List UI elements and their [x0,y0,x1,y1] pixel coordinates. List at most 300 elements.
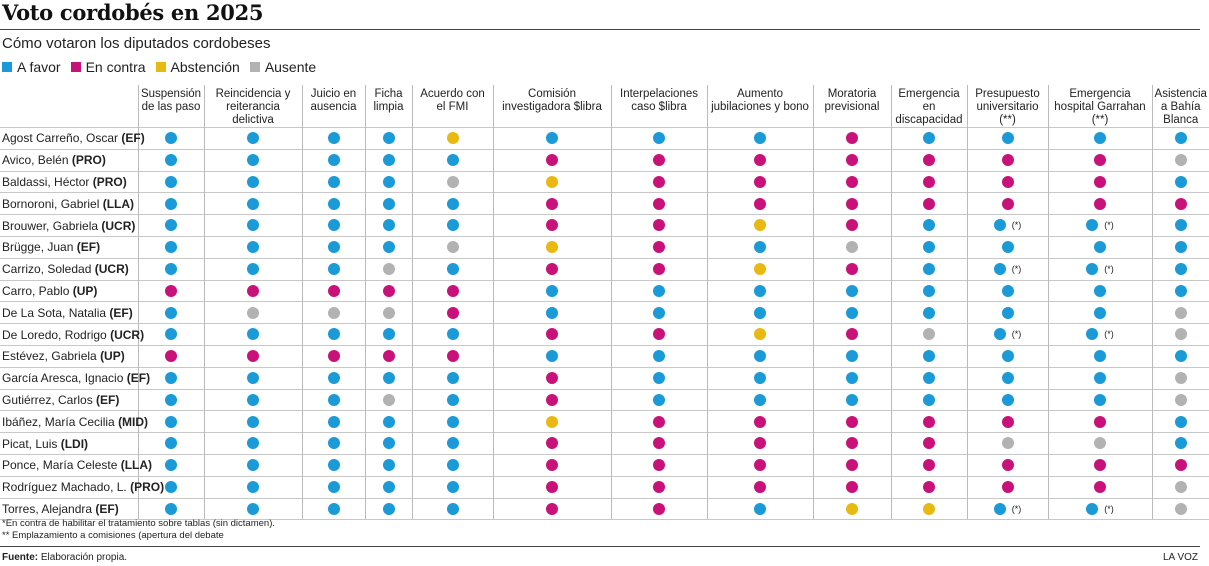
vote-dot [165,263,177,275]
vote-dot [247,307,259,319]
vote-cell [365,324,412,346]
vote-cell [1152,128,1209,150]
vote-dot [846,350,858,362]
party-label: (EF) [121,131,145,146]
vote-dot [846,263,858,275]
vote-dot [447,241,459,253]
vote-cell [1048,324,1152,346]
column-header: Interpelaciones caso $libra [611,85,707,128]
vote-cell [365,193,412,215]
vote-cell [707,302,813,324]
deputy-name: Gutiérrez, Carlos [2,392,93,407]
vote-dot [383,307,395,319]
vote-cell [412,193,493,215]
vote-dot [1175,307,1187,319]
vote-cell [1048,476,1152,498]
vote-dot [247,350,259,362]
vote-dot [1175,176,1187,188]
footnote-1: *En contra de habilitar el tratamiento sobre tablas (sin dictamen). [2,518,275,529]
vote-dot [1094,372,1106,384]
vote-cell [1048,345,1152,367]
vote-dot [1094,481,1106,493]
vote-cell [891,171,967,193]
vote-cell [493,367,611,389]
vote-cell [138,498,204,520]
vote-dot [653,154,665,166]
deputy-name: Ibáñez, María Cecilia [2,414,115,429]
vote-cell [493,433,611,455]
vote-dot [754,307,766,319]
column-header: Ficha limpia [365,85,412,128]
vote-note: (*) [1104,220,1114,231]
deputy-name: García Aresca, Ignacio [2,371,124,386]
vote-dot [994,328,1006,340]
vote-cell [967,389,1048,411]
vote-cell [967,498,1048,520]
vote-dot [165,176,177,188]
vote-cell [1048,302,1152,324]
vote-dot [546,503,558,515]
vote-cell [1048,454,1152,476]
vote-dot [546,219,558,231]
vote-dot [447,328,459,340]
vote-dot [383,503,395,515]
vote-cell [204,236,302,258]
vote-dot [165,328,177,340]
vote-table [0,85,1209,520]
column-header: Juicio en ausencia [302,85,365,128]
vote-dot [165,503,177,515]
deputy-name: Carrizo, Soledad [2,262,92,277]
vote-cell [891,280,967,302]
vote-cell [302,433,365,455]
vote-dot [1175,263,1187,275]
vote-note: (*) [1011,220,1022,231]
vote-dot [247,263,259,275]
vote-cell [813,280,891,302]
vote-dot [994,503,1006,515]
vote-dot [1086,263,1098,275]
vote-cell [891,454,967,476]
table-row [0,128,1209,150]
vote-cell [302,236,365,258]
vote-cell [1152,171,1209,193]
deputy-name: Torres, Alejandra [2,501,93,516]
vote-dot [1094,437,1106,449]
vote-cell [1152,302,1209,324]
table-row [0,324,1209,346]
vote-dot [328,241,340,253]
vote-cell [365,171,412,193]
vote-dot [546,176,558,188]
vote-dot [754,328,766,340]
vote-cell [891,367,967,389]
vote-cell [813,258,891,280]
vote-cell [707,128,813,150]
vote-cell [302,193,365,215]
vote-dot [923,416,935,428]
column-header: Comisión investigadora $libra [493,85,611,128]
vote-dot [1002,285,1014,297]
vote-cell [707,324,813,346]
vote-dot [754,350,766,362]
vote-dot [1094,416,1106,428]
vote-dot [923,285,935,297]
vote-cell [1152,476,1209,498]
deputy-name: Estévez, Gabriela [2,349,97,364]
vote-cell [493,345,611,367]
legend-label: En contra [85,59,146,75]
vote-cell [493,389,611,411]
legend-item [71,59,146,75]
vote-dot [754,219,766,231]
vote-dot [247,459,259,471]
vote-dot [328,176,340,188]
vote-cell [138,193,204,215]
vote-cell [967,215,1048,237]
vote-dot [754,263,766,275]
vote-cell [493,171,611,193]
vote-cell [611,324,707,346]
table-row [0,389,1209,411]
vote-dot [546,154,558,166]
vote-dot [1094,459,1106,471]
vote-note: (*) [1104,503,1114,514]
vote-cell [493,149,611,171]
vote-dot [754,285,766,297]
vote-cell [302,258,365,280]
vote-cell [1152,149,1209,171]
vote-dot [328,285,340,297]
vote-cell [204,498,302,520]
chart-subtitle: Cómo votaron los diputados cordobeses [2,35,271,52]
vote-dot [328,503,340,515]
vote-dot [383,459,395,471]
vote-dot [1086,219,1098,231]
party-label: (UCR) [101,218,136,233]
column-header: Reincidencia y reiterancia delictiva [204,85,302,128]
vote-cell [365,149,412,171]
vote-dot [923,176,935,188]
vote-cell [1152,454,1209,476]
vote-cell [1152,215,1209,237]
deputy-name-cell [0,302,138,324]
party-label: (MID) [118,414,149,429]
vote-dot [383,328,395,340]
vote-cell [412,171,493,193]
vote-cell [611,193,707,215]
vote-cell [1048,280,1152,302]
vote-cell [138,433,204,455]
vote-dot [923,394,935,406]
deputy-name-cell [0,476,165,498]
vote-cell [365,258,412,280]
brand-label: LA VOZ [1162,552,1198,563]
source-text: Elaboración propia. [40,552,128,563]
vote-dot [1175,198,1187,210]
party-label: (LDI) [60,436,89,451]
vote-dot [165,285,177,297]
vote-cell [813,498,891,520]
vote-dot [653,437,665,449]
vote-dot [546,437,558,449]
vote-cell [365,411,412,433]
vote-dot [1094,198,1106,210]
vote-cell [891,236,967,258]
party-label: (UP) [100,349,125,364]
vote-cell [1048,236,1152,258]
column-header: Presupuesto universitario (**) [967,85,1048,128]
vote-cell [204,302,302,324]
vote-cell [365,236,412,258]
vote-dot [846,219,858,231]
vote-cell [138,215,204,237]
vote-cell [611,476,707,498]
vote-dot [165,481,177,493]
vote-note: (*) [1011,263,1022,274]
vote-cell [1152,433,1209,455]
vote-cell [204,128,302,150]
vote-dot [447,459,459,471]
vote-dot [328,459,340,471]
chart-title: Voto cordobés en 2025 [2,0,264,25]
vote-dot [247,132,259,144]
party-label: (PRO) [92,174,127,189]
vote-cell [707,236,813,258]
vote-dot [247,285,259,297]
vote-cell [813,476,891,498]
vote-cell [891,324,967,346]
vote-dot [383,372,395,384]
vote-cell [813,302,891,324]
table-row [0,258,1209,280]
vote-dot [328,263,340,275]
vote-cell [813,193,891,215]
legend-swatch [250,62,260,72]
vote-cell [891,149,967,171]
vote-dot [247,154,259,166]
vote-cell [707,433,813,455]
vote-cell [138,171,204,193]
vote-cell [138,411,204,433]
vote-dot [1002,176,1014,188]
vote-cell [412,367,493,389]
vote-dot [383,176,395,188]
deputy-name: Brügge, Juan [2,240,74,255]
vote-dot [447,503,459,515]
vote-dot [754,176,766,188]
vote-dot [994,219,1006,231]
vote-dot [1094,285,1106,297]
legend-item [2,59,61,75]
footnote-2: ** Emplazamiento a comisiones (apertura del debate [2,530,224,541]
vote-cell [302,498,365,520]
table-row [0,280,1209,302]
vote-dot [247,481,259,493]
vote-dot [165,307,177,319]
party-label: (EF) [95,501,119,516]
vote-cell [493,193,611,215]
party-label: (EF) [109,305,133,320]
vote-dot [653,198,665,210]
vote-dot [923,241,935,253]
vote-dot [1175,350,1187,362]
vote-dot [1175,154,1187,166]
vote-dot [247,241,259,253]
vote-dot [383,350,395,362]
deputy-name-cell [0,389,138,411]
vote-dot [1175,328,1187,340]
vote-dot [383,416,395,428]
vote-dot [546,241,558,253]
vote-cell [412,236,493,258]
vote-cell [204,454,302,476]
vote-dot [247,437,259,449]
deputy-name-cell [0,280,138,302]
vote-cell [204,215,302,237]
vote-dot [1175,285,1187,297]
vote-cell [412,280,493,302]
vote-cell [138,476,204,498]
vote-cell [365,367,412,389]
vote-dot [653,372,665,384]
vote-dot [383,219,395,231]
vote-cell [611,280,707,302]
table-row [0,236,1209,258]
vote-dot [328,394,340,406]
vote-dot [383,263,395,275]
vote-cell [412,149,493,171]
vote-cell [302,171,365,193]
vote-cell [813,324,891,346]
vote-cell [302,149,365,171]
vote-cell [204,411,302,433]
vote-note: (*) [1011,329,1022,340]
vote-dot [923,459,935,471]
vote-cell [813,367,891,389]
vote-dot [754,154,766,166]
vote-dot [923,350,935,362]
vote-dot [653,459,665,471]
vote-cell [967,149,1048,171]
vote-cell [365,302,412,324]
vote-cell [707,454,813,476]
vote-cell [967,411,1048,433]
vote-dot [923,503,935,515]
vote-dot [846,176,858,188]
deputy-name: Baldassi, Héctor [2,174,90,189]
vote-dot [328,328,340,340]
vote-dot [1002,350,1014,362]
deputy-name: Bornoroni, Gabriel [2,196,100,211]
vote-dot [546,372,558,384]
vote-dot [653,307,665,319]
vote-cell [493,454,611,476]
vote-dot [165,416,177,428]
vote-dot [653,328,665,340]
vote-cell [1152,324,1209,346]
column-header: Acuerdo con el FMI [412,85,493,128]
deputy-name: De Loredo, Rodrigo [2,327,107,342]
vote-dot [923,219,935,231]
vote-dot [1002,416,1014,428]
vote-dot [846,372,858,384]
vote-dot [653,219,665,231]
party-label: (UP) [72,283,98,298]
column-header: Emergencia hospital Garrahan (**) [1048,85,1152,128]
legend-swatch [2,62,12,72]
vote-dot [328,437,340,449]
vote-dot [1175,503,1187,515]
vote-note: (*) [1104,329,1114,340]
party-label: (PRO) [130,480,165,495]
vote-dot [923,132,935,144]
vote-cell [813,128,891,150]
vote-cell [138,236,204,258]
vote-cell [412,411,493,433]
vote-dot [383,481,395,493]
vote-cell [967,258,1048,280]
vote-dot [846,132,858,144]
deputy-name: De La Sota, Natalia [2,305,107,320]
vote-dot [383,394,395,406]
vote-cell [493,128,611,150]
party-label: (UCR) [110,327,145,342]
vote-dot [754,459,766,471]
vote-dot [846,416,858,428]
vote-cell [493,476,611,498]
vote-dot [546,394,558,406]
vote-cell [611,258,707,280]
vote-dot [653,481,665,493]
vote-cell [1048,193,1152,215]
vote-dot [247,416,259,428]
vote-dot [447,481,459,493]
vote-dot [1002,372,1014,384]
vote-cell [1048,128,1152,150]
vote-dot [546,307,558,319]
vote-dot [165,154,177,166]
vote-cell [967,454,1048,476]
vote-cell [967,236,1048,258]
table-row [0,193,1209,215]
vote-cell [412,258,493,280]
vote-cell [302,367,365,389]
vote-cell [302,476,365,498]
vote-dot [1175,416,1187,428]
vote-cell [1048,258,1152,280]
vote-dot [846,285,858,297]
vote-cell [813,454,891,476]
vote-dot [447,263,459,275]
legend-item [250,59,316,75]
deputy-name-cell [0,367,151,389]
table-row [0,171,1209,193]
deputy-name-cell [0,215,138,237]
vote-cell [204,324,302,346]
party-label: (LLA) [120,458,153,473]
deputy-name-cell [0,236,138,258]
vote-cell [1048,149,1152,171]
vote-dot [247,198,259,210]
vote-cell [412,389,493,411]
vote-dot [546,198,558,210]
vote-dot [846,503,858,515]
vote-dot [328,372,340,384]
vote-dot [846,198,858,210]
legend-label: Abstención [170,59,240,75]
vote-cell [365,498,412,520]
